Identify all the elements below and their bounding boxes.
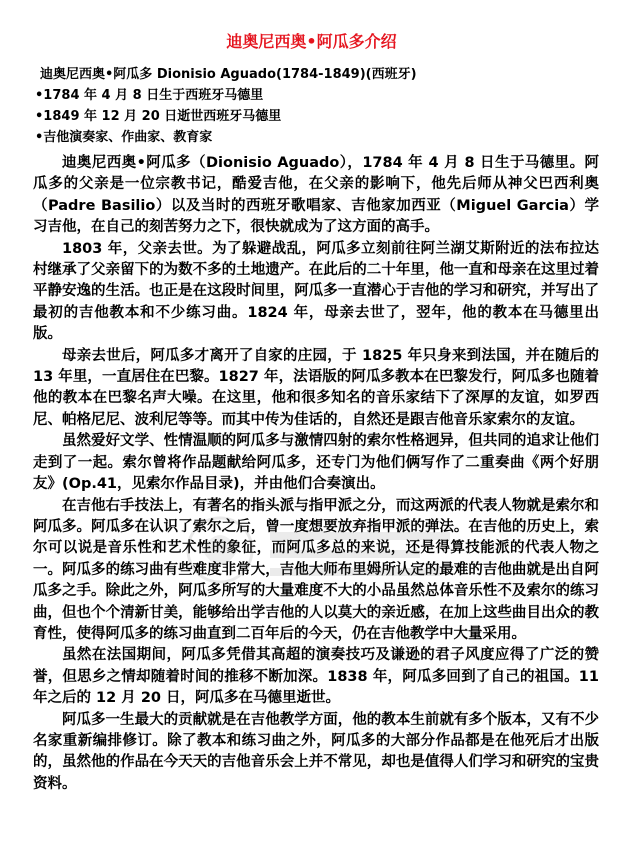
paragraph-father-death: 1803 年，父亲去世。为了躲避战乱，阿瓜多立刻前往阿兰湖艾斯附近的法布拉达村继承了父亲留下的为数不多的土地遗产。在此后的二十年里，他一直和母亲在这里过着平静安逸的生活。也正是在这段时间里，阿瓜多一直潜心于吉他的学习和研究，并写出了最初的吉他教本和不少练习曲。1824 年，母亲去世了，翌年，他的教本在马德里出版。 [33,240,599,343]
intro-death-line: •1849 年 12 月 20 日逝世西班牙马德里 [35,109,282,124]
intro-profession-line: •吉他演奏家、作曲家、教育家 [35,130,213,145]
paragraph-sor-friendship: 虽然爱好文学、性情温顺的阿瓜多与激情四射的索尔性格迥异，但共同的追求让他们走到了一起。索尔曾将作品题献给阿瓜多，还专门为他们俩写作了二重奏曲《两个好朋友》(Op.41，见索尔作品目录)，并由他们合奏演出。 [33,433,599,493]
intro-birth-line: •1784 年 4 月 8 日生于西班牙马德里 [35,88,264,103]
paragraph-return: 虽然在法国期间，阿瓜多凭借其高超的演奏技巧及谦逊的君子风度应得了广泛的赞誉，但思乡之情却随着时间的推移不断加深。1838 年，阿瓜多回到了自己的祖国。11 年之后的 12 月 20 日，阿瓜多在马德里逝世。 [33,647,599,707]
paragraph-early-life: 迪奥尼西奥•阿瓜多（Dionisio Aguado），1784 年 4 月 8 日生于马德里。阿瓜多的父亲是一位宗教书记，酷爱吉他，在父亲的影响下，他先后师从神父巴西利奥（Padre Basilio）以及当时的西班牙歌唱家、吉他家加西亚（Miguel Garcia）学习吉他，在自己的刻苦努力之下，很快就成为了这方面的高手。 [33,155,599,236]
document-title: 迪奥尼西奥•阿瓜多介绍 [226,32,397,51]
paragraph-paris: 母亲去世后，阿瓜多才离开了自家的庄园，于 1825 年只身来到法国，并在随后的 13 年里，一直居住在巴黎。1827 年，法语版的阿瓜多教本在巴黎发行，阿瓜多也随着他的教本在巴黎名声大噪。在这里，他和很多知名的音乐家结下了深厚的友谊，如罗西尼、帕格尼尼、波利尼等等。而其中传为佳话的，自然还是跟吉他音乐家索尔的友谊。 [33,347,599,428]
intro-name-line: 迪奥尼西奥•阿瓜多 Dionisio Aguado(1784-1849)(西班牙) [40,67,417,82]
paragraph-technique: 在吉他右手技法上，有著名的指头派与指甲派之分，而这两派的代表人物就是索尔和阿瓜多。阿瓜多在认识了索尔之后，曾一度想要放弃指甲派的弹法。在吉他的历史上，索尔可以说是音乐性和艺术性的象征，而阿瓜多总的来说，还是得算技能派的代表人物之一。阿瓜多的练习曲有些难度非常大，吉他大师布里姆所认定的最难的吉他曲就是出自阿瓜多之手。除此之外，阿瓜多所写的大量难度不大的小品虽然总体音乐性不及索尔的练习曲，但也个个清新甘美，能够给出学吉他的人以莫大的亲近感，在加上这些曲目出众的教育性，使得阿瓜多的练习曲直到二百年后的今天，仍在吉他教学中大量采用。 [33,497,599,642]
article-body [33,153,599,795]
paragraph-legacy: 阿瓜多一生最大的贡献就是在吉他教学方面，他的教本生前就有多个版本，又有不少名家重新编排修订。除了教本和练习曲之外，阿瓜多的大部分作品都是在他死后才出版的，虽然他的作品在今天天的吉他音乐会上并不常见，却也是值得人们学习和研究的宝贵资料。 [33,711,599,792]
